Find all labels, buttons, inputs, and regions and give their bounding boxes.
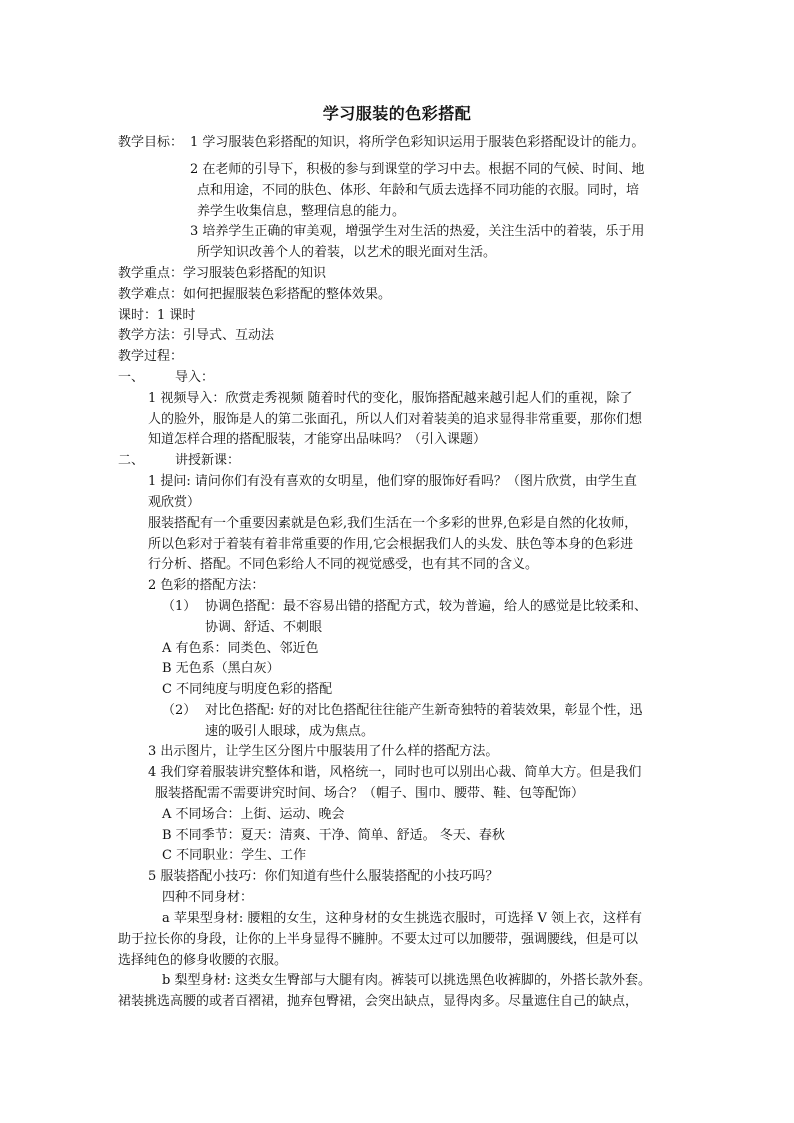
objective-item-1: 1 学习服装色彩搭配的知识，将所学色彩知识运用于服装色彩搭配设计的能力。 (190, 135, 645, 150)
body-types-heading: 四种不同身材： (162, 890, 254, 905)
color-paragraph-line-1: 服装搭配有一个重要因素就是色彩,我们生活在一个多彩的世界,色彩是自然的化妆师， (148, 516, 638, 531)
apple-shape-line-1: a 苹果型身材: 腰粗的女生，这种身材的女生挑选衣服时，可选择 V 领上衣，这样有 (162, 911, 643, 926)
purity-item: C 不同纯度与明度色彩的搭配 (162, 682, 333, 697)
intro-line-3: 知道怎样合理的搭配服装，才能穿出品味吗？（引入课题） (148, 432, 487, 447)
season-item: B 不同季节：夏天：清爽、干净、简单、舒适。 冬天、春秋 (162, 828, 505, 843)
difficulty: 教学难点：如何把握服装色彩搭配的整体效果。 (118, 287, 392, 302)
method-4-line-2: 服装搭配需不需要讲究时间、场合？（帽子、围巾、腰带、鞋、包等配饰） (155, 786, 585, 801)
harmony-line-1: 协调色搭配：最不容易出错的搭配方式，较为普遍，给人的感觉是比较柔和、 (205, 599, 648, 614)
question-1-line-1: 1 提问: 请问你们有没有喜欢的女明星，他们穿的服饰好看吗？（图片欣赏，由学生直 (148, 474, 637, 489)
method-2-heading: 2 色彩的搭配方法： (148, 578, 265, 593)
objective-item-2-line-2: 点和用途，不同的肤色、体形、年龄和气质去选择不同功能的衣服。同时，培 (197, 183, 640, 198)
apple-shape-line-2: 助于拉长你的身段，让你的上半身显得不臃肿。不要太过可以加腰带，强调腰线，但是可以 (118, 932, 639, 947)
harmony-line-2: 协调、舒适、不刺眼 (205, 620, 323, 635)
section-2-heading: 讲授新课： (175, 453, 241, 468)
intro-line-2: 人的脸外，服饰是人的第二张面孔，所以人们对着装美的追求显得非常重要，那你们想 (148, 412, 643, 427)
class-hours: 课时：1 课时 (118, 308, 196, 323)
harmony-number: （1） (162, 599, 197, 614)
apple-shape-line-3: 选择纯色的修身收腰的衣服。 (118, 953, 288, 968)
contrast-number: （2） (162, 703, 197, 718)
document-title: 学习服装的色彩搭配 (322, 104, 472, 123)
objective-item-2-line-3: 养学生收集信息，整理信息的能力。 (197, 204, 406, 219)
section-1-number: 一、 (118, 370, 145, 385)
key-point: 教学重点：学习服装色彩搭配的知识 (118, 266, 327, 281)
color-paragraph-line-3: 行分析、搭配。不同色彩给人不同的视觉感受，也有其不同的含义。 (148, 557, 539, 572)
chromatic-item: A 有色系：同类色、邻近色 (162, 641, 319, 656)
process-heading: 教学过程： (118, 349, 184, 364)
method-5: 5 服装搭配小技巧：你们知道有些什么服装搭配的小技巧吗？ (148, 869, 499, 884)
method-4-line-1: 4 我们穿着服装讲究整体和谐，风格统一，同时也可以别出心裁、简单大方。但是我们 (148, 765, 642, 780)
question-1-line-2: 观欣赏） (148, 495, 201, 510)
section-1-heading: 导入： (175, 370, 215, 385)
achromatic-item: B 无色系（黑白灰） (162, 661, 280, 676)
section-2-number: 二、 (118, 453, 145, 468)
objective-item-3-line-2: 所学知识改善个人的着装，以艺术的眼光面对生活。 (197, 245, 497, 260)
method-3: 3 出示图片，让学生区分图片中服装用了什么样的搭配方法。 (148, 744, 499, 759)
contrast-line-2: 速的吸引人眼球，成为焦点。 (205, 724, 375, 739)
objectives-label: 教学目标： (118, 135, 184, 150)
teaching-method: 教学方法：引导式、互动法 (118, 328, 275, 343)
objective-item-2-line-1: 2 在老师的引导下，积极的参与到课堂的学习中去。根据不同的气候、时间、地 (190, 162, 645, 177)
occasion-item: A 不同场合：上街、运动、晚会 (162, 807, 345, 822)
pear-shape-line-1: b 梨型身材: 这类女生臀部与大腿有肉。裤装可以挑选黑色收裤脚的，外搭长款外套。 (162, 973, 651, 988)
pear-shape-line-2: 裙装挑选高腰的或者百褶裙，抛弃包臀裙，会突出缺点，显得肉多。尽量遮住自己的缺点， (118, 994, 639, 1009)
profession-item: C 不同职业：学生、工作 (162, 848, 307, 863)
contrast-line-1: 对比色搭配: 好的对比色搭配往往能产生新奇独特的着装效果，彰显个性，迅 (205, 703, 643, 718)
color-paragraph-line-2: 所以色彩对于着装有着非常重要的作用,它会根据我们人的头发、肤色等本身的色彩进 (148, 537, 634, 552)
intro-line-1: 1 视频导入：欣赏走秀视频 随着时代的变化，服饰搭配越来越引起人们的重视，除了 (148, 391, 633, 406)
objective-item-3-line-1: 3 培养学生正确的审美观，增强学生对生活的热爱，关注生活中的着装，乐于用 (190, 224, 645, 239)
